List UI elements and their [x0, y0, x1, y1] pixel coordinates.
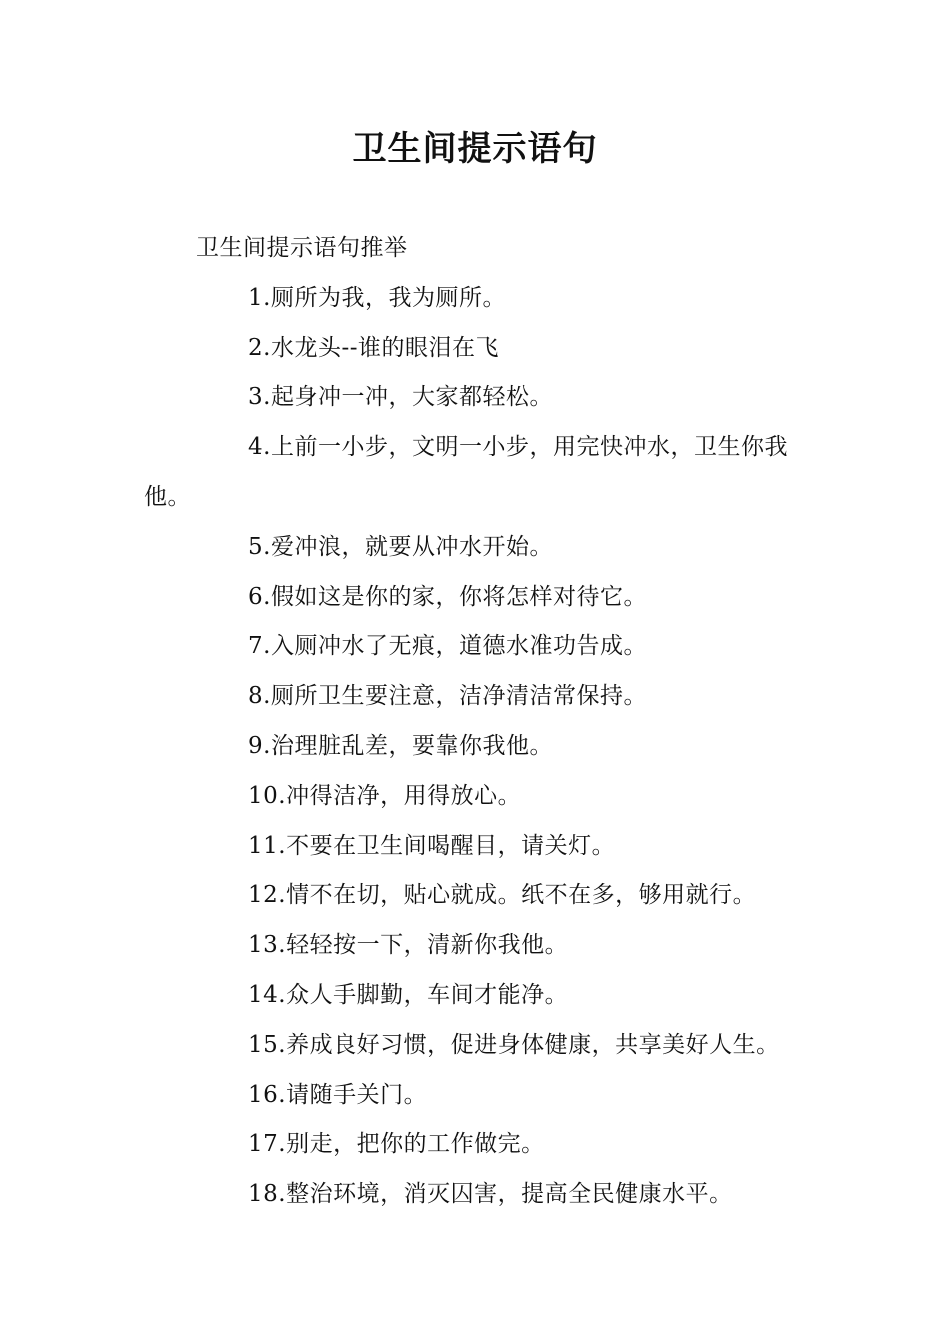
item-text: 水龙头--谁的眼泪在飞 — [270, 334, 499, 361]
item-number: 10. — [248, 782, 287, 809]
item-text: 轻轻按一下，清新你我他。 — [286, 932, 569, 959]
list-item — [144, 672, 814, 722]
item-text: 厕所为我，我为厕所。 — [270, 284, 506, 311]
list-item — [144, 573, 814, 623]
document-body — [144, 224, 814, 1220]
item-text: 养成良好习惯，促进身体健康，共享美好人生。 — [286, 1031, 780, 1058]
item-number: 15. — [248, 1031, 287, 1058]
item-number: 11. — [248, 832, 287, 859]
list-item — [144, 324, 814, 374]
item-number: 1. — [248, 284, 271, 311]
item-number: 3. — [248, 384, 271, 411]
item-text: 别走，把你的工作做完。 — [286, 1131, 545, 1158]
list-item — [144, 1071, 814, 1121]
item-number: 17. — [248, 1131, 287, 1158]
list-item — [144, 921, 814, 971]
list-item — [144, 822, 814, 872]
list-item — [144, 772, 814, 822]
list-item — [144, 423, 814, 523]
item-number: 16. — [248, 1081, 287, 1108]
item-number: 2. — [248, 334, 271, 361]
item-text: 整治环境，消灭囚害，提高全民健康水平。 — [286, 1181, 733, 1208]
item-text: 爱冲浪，就要从冲水开始。 — [270, 533, 553, 560]
item-number: 14. — [248, 981, 287, 1008]
item-text: 请随手关门。 — [286, 1081, 428, 1108]
list-item — [144, 274, 814, 324]
item-number: 12. — [248, 882, 287, 909]
item-text: 上前一小步，文明一小步，用完快冲水，卫生你我他。 — [144, 434, 788, 510]
item-text: 起身冲一冲，大家都轻松。 — [270, 384, 553, 411]
item-number: 8. — [248, 683, 271, 710]
list-item — [144, 523, 814, 573]
item-text: 假如这是你的家，你将怎样对待它。 — [270, 583, 647, 610]
item-text: 厕所卫生要注意，洁净清洁常保持。 — [270, 683, 647, 710]
list-item — [144, 1021, 814, 1071]
item-text: 情不在切，贴心就成。纸不在多，够用就行。 — [286, 882, 757, 909]
document-title: 卫生间提示语句 — [352, 129, 598, 169]
list-item — [144, 722, 814, 772]
item-number: 5. — [248, 533, 271, 560]
item-number: 6. — [248, 583, 271, 610]
list-item — [144, 1120, 814, 1170]
item-number: 18. — [248, 1181, 287, 1208]
list-item — [144, 622, 814, 672]
list-item — [144, 971, 814, 1021]
list-item — [144, 373, 814, 423]
item-text: 治理脏乱差，要靠你我他。 — [270, 732, 553, 759]
item-number: 4. — [248, 434, 271, 461]
item-text: 众人手脚勤，车间才能净。 — [286, 981, 569, 1008]
item-text: 入厕冲水了无痕，道德水准功告成。 — [270, 633, 647, 660]
subtitle-paragraph: 卫生间提示语句推举 — [196, 235, 408, 261]
item-number: 13. — [248, 932, 287, 959]
list-item — [144, 1170, 814, 1220]
list-item — [144, 871, 814, 921]
item-text: 不要在卫生间喝醒目，请关灯。 — [286, 832, 616, 859]
item-number: 9. — [248, 732, 271, 759]
item-text: 冲得洁净，用得放心。 — [286, 782, 522, 809]
item-number: 7. — [248, 633, 271, 660]
